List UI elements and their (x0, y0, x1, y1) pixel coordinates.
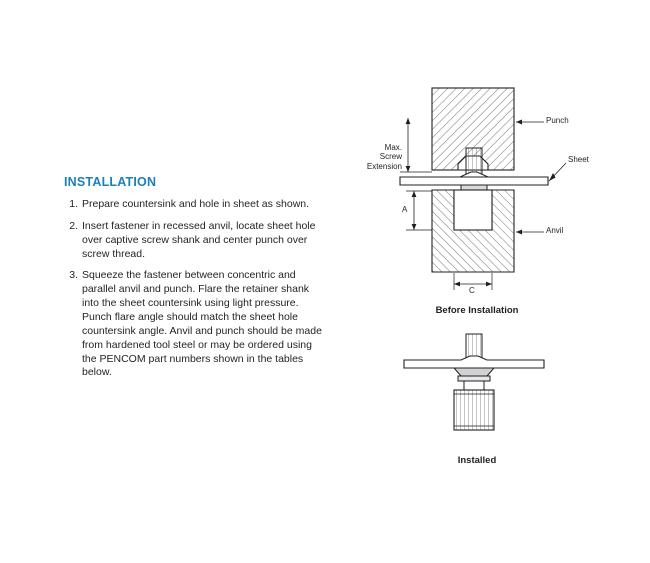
dimension-max-screw-extension (400, 118, 432, 172)
list-item-number: 1. (69, 198, 78, 210)
dimension-a-label: A (402, 205, 408, 214)
dimension-c-label: C (469, 286, 475, 295)
list-item (64, 198, 324, 212)
page-title: INSTALLATION (64, 175, 157, 189)
anvil-block (432, 190, 514, 272)
list-item-number: 3. (69, 269, 78, 282)
sheet-plate (400, 172, 548, 185)
installed-caption: Installed (457, 455, 497, 466)
max-screw-extension-label: Max. Screw Extension (366, 143, 402, 171)
list-item-number: 2. (69, 219, 78, 232)
list-item-text: Insert fastener in recessed anvil, locate sheet hole over captive screw shank and center punch over screw thread. (82, 219, 316, 260)
dimension-a (406, 191, 432, 230)
installed-barrel (454, 390, 494, 430)
installed-retainer (454, 368, 494, 390)
installed-screw-thread (466, 334, 482, 358)
punch-label: Punch (546, 116, 569, 125)
installed-sheet (404, 356, 544, 368)
anvil-label: Anvil (546, 226, 564, 235)
list-item (64, 220, 324, 262)
list-item-text: Prepare countersink and hole in sheet as shown. (82, 198, 310, 210)
before-installation-caption: Before Installation (435, 305, 519, 316)
sheet-label: Sheet (568, 155, 589, 164)
installed-drawing (340, 332, 640, 462)
installation-steps (64, 198, 324, 380)
list-item-text: Squeeze the fastener between concentric and parallel anvil and punch. Flare the retainer shank into the sheet countersink using light pressure. Punch flare angle should match the sheet hole countersink angle. Anvil and punch should be made from hardened tool steel or may be ordered using the PENCOM part numbers shown in the tables below. (82, 269, 322, 379)
screw-thread (466, 148, 482, 174)
installation-diagram (340, 60, 640, 490)
list-item (64, 269, 324, 380)
installation-section (64, 175, 324, 388)
before-installation-drawing (340, 60, 640, 310)
